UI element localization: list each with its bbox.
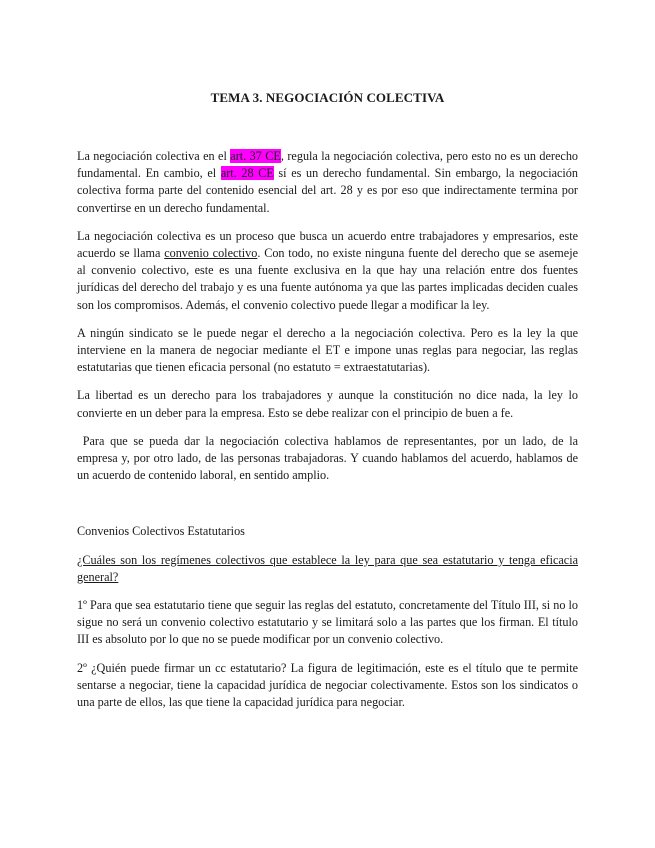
highlight-art-37: art. 37 CE [230,149,281,163]
paragraph-1 [77,148,578,217]
paragraph-2 [77,228,578,314]
paragraph-4: La libertad es un derecho para los trabajadores y aunque la constitución no dice nada, la ley lo convierte en un deber para la empresa. Esto se debe realizar con el principio de buen a fe. [77,388,578,420]
page-title: TEMA 3. NEGOCIACIÓN COLECTIVA [210,90,445,105]
spacer [77,495,578,523]
paragraph-5: Para que se pueda dar la negociación colectiva hablamos de representantes, por un lado, de la empresa y, por otro lado, de las personas trabajadoras. Y cuando hablamos del acuerdo, hablamos de un acuerdo de contenido laboral, en sentido amplio. [77,433,582,483]
paragraph-7: 2º ¿Quién puede firmar un cc estatutario? La figura de legitimación, este es el título que te permite sentarse a negociar, tiene la capacidad jurídica de negociar colectivamente. Estos son los sindicatos o una parte de ellos, las que tiene la capacidad jurídica para negociar. [77,660,578,710]
section-heading: Convenios Colectivos Estatutarios [77,524,245,539]
paragraph-1-text-c: sí es un derecho fundamental. Sin embargo, la negociación colectiva forma parte del contenido esencial del art. 28 y es por eso que indirectamente termina por convertirse en un derecho fundamental. [77,166,578,215]
question-heading: ¿Cuáles son los regímenes colectivos que establece la ley para que sea estatutario y tenga eficacia general? [77,552,578,584]
paragraph-6: 1º Para que sea estatutario tiene que seguir las reglas del estatuto, concretamente del Título III, si no lo sigue no será un convenio colectivo estatutario y se limitará solo a las partes que los firman. El título III es absoluto por lo que no se puede modificar por un convenio colectivo. [77,598,578,647]
paragraph-1-text-a: La negociación colectiva en el [77,149,231,163]
paragraph-1-text-b: , regula la negociación colectiva, pero esto no es un derecho fundamental. En cambio, el [77,149,579,181]
underlined-convenio-colectivo: convenio colectivo [164,246,258,261]
highlight-art-28: art. 28 CE [220,166,274,181]
paragraph-2-text-a: La negociación colectiva es un proceso que busca un acuerdo entre trabajadores y empresarios, este acuerdo se llama [77,228,578,261]
paragraph-2-text-b: . Con todo, no existe ninguna fuente del derecho que se asemeje al convenio colectivo, este es una fuente exclusiva en la que hay una relación entre dos fuentes jurídicas del derecho del trabajo y es una fuente autónoma ya que las partes implicadas deciden cuales son los compromisos. Además, el convenio colectivo puede llegar a modificar la ley. [77,246,578,312]
paragraph-3: A ningún sindicato se le puede negar el derecho a la negociación colectiva. Pero es la ley la que interviene en la manera de negociar mediante el ET e impone unas reglas para negociar, las reglas estatutarias que tienen eficacia personal (no estatuto = extraestatutarias). [77,325,578,375]
document-body [77,148,582,722]
